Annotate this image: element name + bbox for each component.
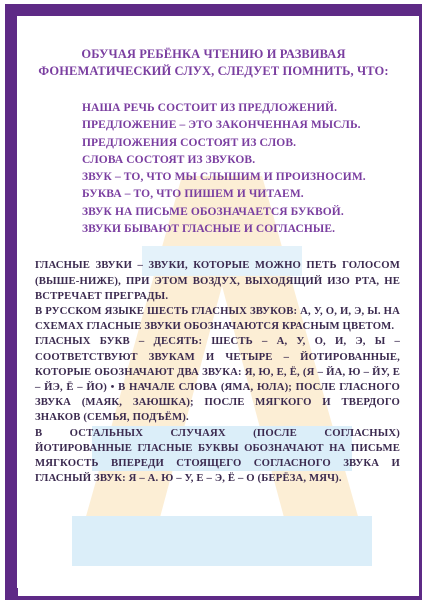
- document-page: [17, 16, 410, 588]
- paragraph-vowel-letters: ГЛАСНЫХ БУКВ – ДЕСЯТЬ: ШЕСТЬ – А, У, О, И, Э, Ы – СООТВЕТСТВУЮТ ЗВУКАМ И ЧЕТЫРЕ – ЙОТИРОВАННЫЕ, КОТОРЫЕ ОБОЗНАЧАЮТ ДВА ЗВУКА: Я, Ю, Е, Ё, (Я – ЙА, Ю – ЙУ, Е – ЙЭ, Ё – ЙО) • В НАЧАЛЕ СЛОВА (ЯМА, ЮЛА); ПОСЛЕ ГЛАСНОГО ЗВУКА (МАЯК, ЗАЮШКА); ПОСЛЕ МЯГКОГО И ТВЕРДОГО ЗНАКОВ (СЕМЬЯ, ПОДЪЁМ).: [35, 335, 400, 424]
- list-item: ПРЕДЛОЖЕНИЯ СОСТОЯТ ИЗ СЛОВ.: [82, 136, 297, 149]
- list-item: СЛОВА СОСТОЯТ ИЗ ЗВУКОВ.: [82, 153, 256, 166]
- page-title: ОБУЧАЯ РЕБЁНКА ЧТЕНИЮ И РАЗВИВАЯ ФОНЕМАТИЧЕСКИЙ СЛУХ, СЛЕДУЕТ ПОМНИТЬ, ЧТО:: [38, 47, 389, 78]
- paragraph-iotated-letters: В ОСТАЛЬНЫХ СЛУЧАЯХ (ПОСЛЕ СОГЛАСНЫХ) ЙОТИРОВАННЫЕ ГЛАСНЫЕ БУКВЫ ОБОЗНАЧАЮТ НА ПИСЬМЕ МЯГКОСТЬ ВПЕРЕДИ СТОЯЩЕГО СОГЛАСНОГО ЗВУКА И ГЛАСНЫЙ ЗВУК: Я – А. Ю – У, Е – Э, Ё – О (БЕРЁЗА, МЯЧ).: [35, 426, 400, 485]
- list-item: ЗВУК – ТО, ЧТО МЫ СЛЫШИМ И ПРОИЗНОСИМ.: [82, 171, 366, 184]
- list-item: БУКВА – ТО, ЧТО ПИШЕМ И ЧИТАЕМ.: [82, 188, 304, 201]
- list-item: ЗВУКИ БЫВАЮТ ГЛАСНЫЕ И СОГЛАСНЫЕ.: [82, 223, 336, 236]
- body-text: [35, 258, 400, 486]
- list-item: ПРЕДЛОЖЕНИЕ – ЭТО ЗАКОНЧЕННАЯ МЫСЛЬ.: [82, 119, 361, 132]
- facts-list: [82, 100, 410, 238]
- list-item: НАША РЕЧЬ СОСТОИТ ИЗ ПРЕДЛОЖЕНИЙ.: [82, 102, 338, 114]
- list-item: ЗВУК НА ПИСЬМЕ ОБОЗНАЧАЕТСЯ БУКВОЙ.: [82, 205, 344, 218]
- paragraph-vowel-count: В РУССКОМ ЯЗЫКЕ ШЕСТЬ ГЛАСНЫХ ЗВУКОВ: А, У, О, И, Э, Ы. НА СХЕМАХ ГЛАСНЫЕ ЗВУКИ ОБОЗНАЧАЮТСЯ КРАСНЫМ ЦВЕТОМ.: [35, 304, 400, 333]
- paragraph-vowel-sounds: ГЛАСНЫЕ ЗВУКИ – ЗВУКИ, КОТОРЫЕ МОЖНО ПЕТЬ ГОЛОСОМ (ВЫШЕ-НИЖЕ), ПРИ ЭТОМ ВОЗДУХ, ВЫХОДЯЩИЙ ИЗО РТА, НЕ ВСТРЕЧАЕТ ПРЕГРАДЫ.: [35, 259, 400, 302]
